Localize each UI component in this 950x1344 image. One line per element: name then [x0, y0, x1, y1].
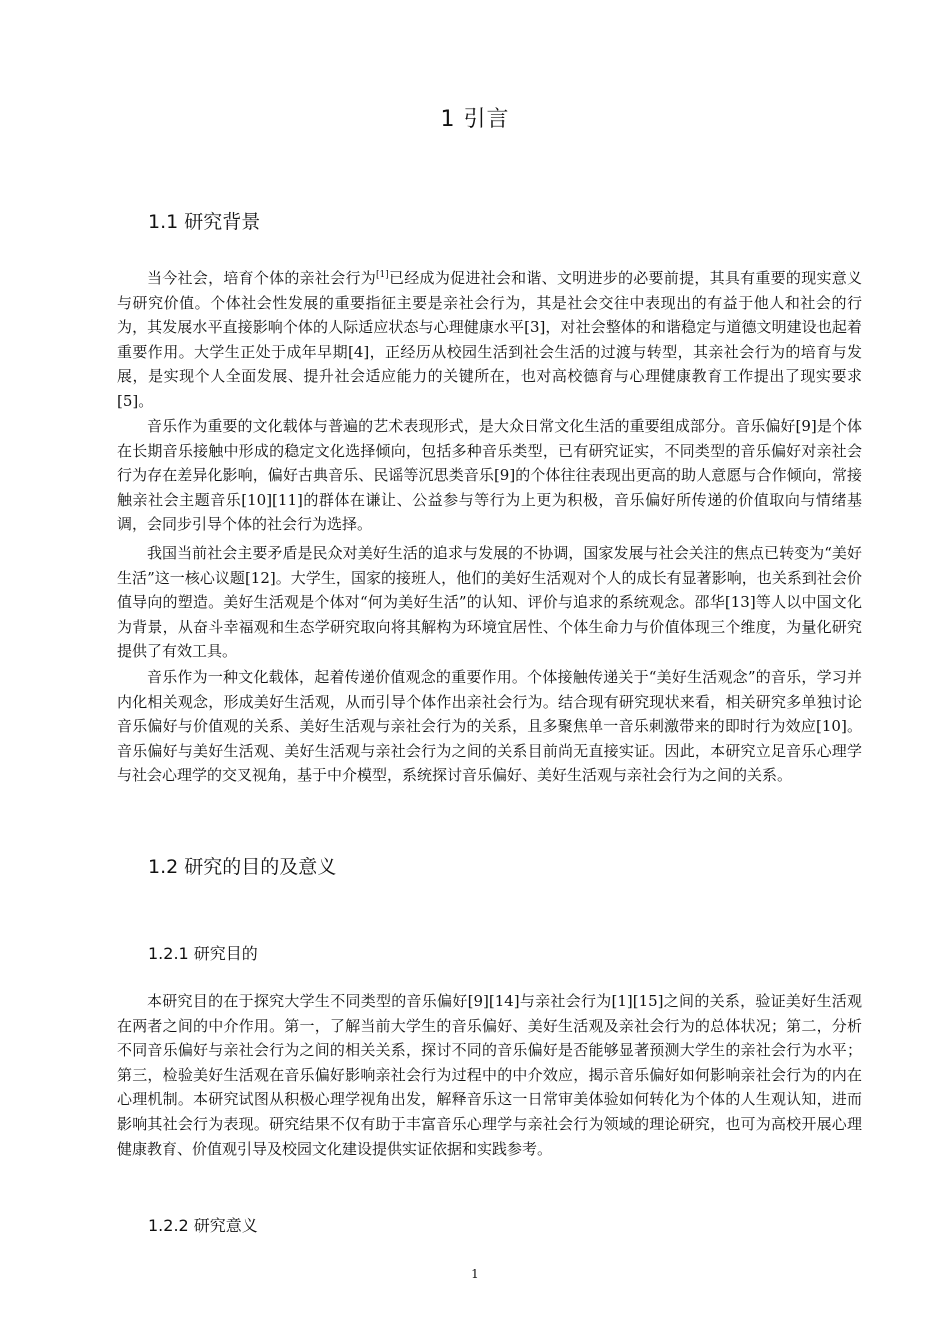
- page-number: 1: [471, 1267, 479, 1281]
- paragraph-background-4: 音乐作为一种文化载体，起着传递价值观念的重要作用。个体接触传递关于“美好生活观念”的音乐，学习并内化相关观念，形成美好生活观，从而引导个体作出亲社会行为。结合现有研究现状来看，相关研究多单独讨论音乐偏好与价值观的关系、美好生活观与亲社会行为的关系，且多聚焦单一音乐刺激带来的即时行为效应[10]。音乐偏好与美好生活观、美好生活观与亲社会行为之间的关系目前尚无直接实证。因此，本研究立足音乐心理学与社会心理学的交叉视角，基于中介模型，系统探讨音乐偏好、美好生活观与亲社会行为之间的关系。: [117, 668, 862, 785]
- paragraph-text: 当今社会，培育个体的亲社会行为: [147, 269, 376, 287]
- paragraph-text: 已经成为促进社会和谐、文明进步的必要前提，其具有重要的现实意义与研究价值。个体社会性发展的重要指征主要是亲社会行为，其是社会交往中表现出的有益于他人和社会的行为，其发展水平直接影响个体的人际适应状态与心理健康水平[3]，对社会整体的和谐稳定与道德文明建设也起着重要作用。大学生正处于成年早期[4]，正经历从校园生活到社会生活的过渡与转型，其亲社会行为的培育与发展，是实现个人全面发展、提升社会适应能力的关键所在，也对高校德育与心理健康教育工作提出了现实要求[5]。: [117, 269, 862, 410]
- citation-superscript: [1]: [376, 270, 389, 280]
- paragraph-background-3: 我国当前社会主要矛盾是民众对美好生活的追求与发展的不协调，国家发展与社会关注的焦点已转变为“美好生活”这一核心议题[12]。大学生，国家的接班人，他们的美好生活观对个人的成长有显著影响，也关系到社会价值导向的塑造。美好生活观是个体对“何为美好生活”的认知、评价与追求的系统观念。邵华[13]等人以中国文化为背景，从奋斗幸福观和生态学研究取向将其解构为环境宜居性、个体生命力与价值体现三个维度，为量化研究提供了有效工具。: [117, 544, 862, 661]
- paragraph-background-2: 音乐作为重要的文化载体与普遍的艺术表现形式，是大众日常文化生活的重要组成部分。音乐偏好[9]是个体在长期音乐接触中形成的稳定文化选择倾向，包括多种音乐类型，已有研究证实，不同类型的音乐偏好对亲社会行为存在差异化影响，偏好古典音乐、民谣等沉思类音乐[9]的个体往往表现出更高的助人意愿与合作倾向，常接触亲社会主题音乐[10][11]的群体在谦让、公益参与等行为上更为积极，音乐偏好所传递的价值取向与情绪基调，会同步引导个体的社会行为选择。: [117, 417, 862, 534]
- subsection-title-purpose: 1.2.1 研究目的: [148, 944, 258, 963]
- chapter-title: 1 引言: [440, 107, 510, 132]
- paragraph-background-1: [117, 266, 862, 414]
- section-title-purpose-significance: 1.2 研究的目的及意义: [148, 856, 337, 878]
- paragraph-purpose: 本研究目的在于探究大学生不同类型的音乐偏好[9][14]与亲社会行为[1][15]之间的关系，验证美好生活观在两者之间的中介作用。第一，了解当前大学生的音乐偏好、美好生活观及亲社会行为的总体状况；第二，分析不同音乐偏好与亲社会行为之间的相关关系，探讨不同的音乐偏好是否能够显著预测大学生的亲社会行为水平；第三，检验美好生活观在音乐偏好影响亲社会行为过程中的中介效应，揭示音乐偏好如何影响亲社会行为的内在心理机制。本研究试图从积极心理学视角出发，解释音乐这一日常审美体验如何转化为个体的人生观认知，进而影响其社会行为表现。研究结果不仅有助于丰富音乐心理学与亲社会行为领域的理论研究，也可为高校开展心理健康教育、价值观引导及校园文化建设提供实证依据和实践参考。: [117, 992, 862, 1158]
- subsection-title-significance: 1.2.2 研究意义: [148, 1216, 258, 1235]
- section-title-background: 1.1 研究背景: [148, 211, 261, 233]
